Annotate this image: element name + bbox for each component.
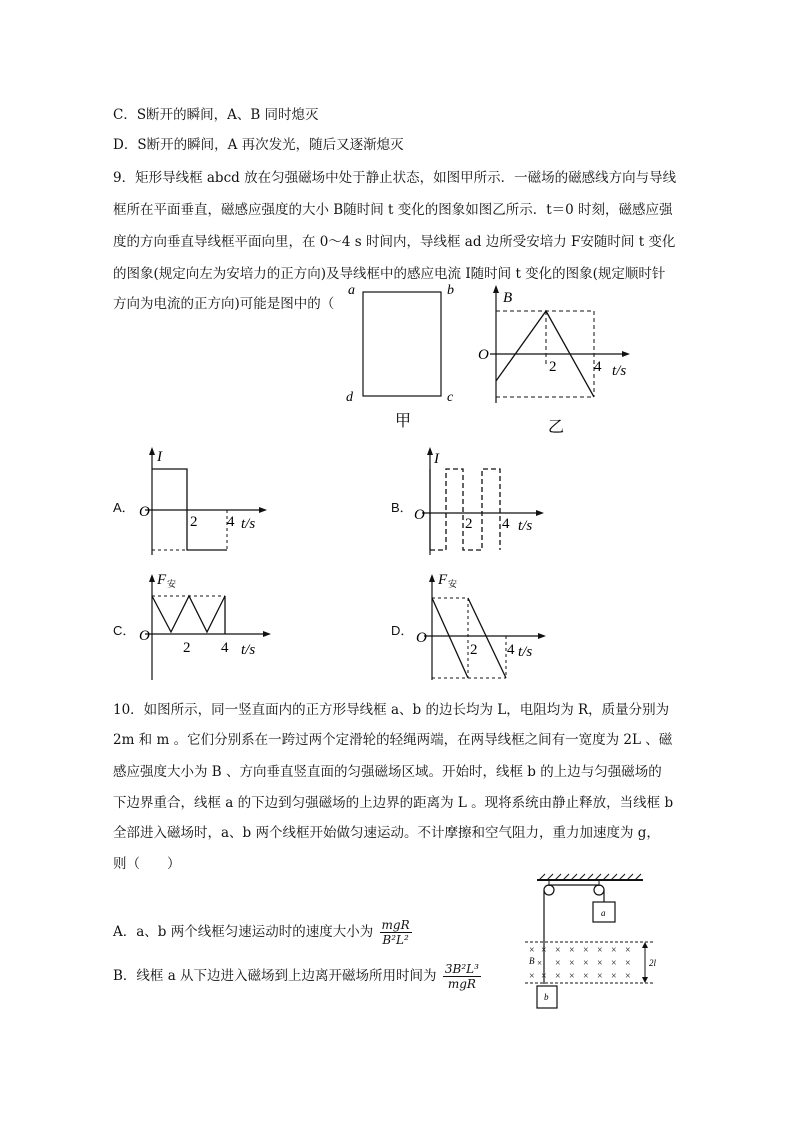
label-b: b [447, 283, 454, 298]
q9-line4: 的图象(规定向左为安培力的正方向)及导线框中的感应电流 I随时间 t 变化的图象(规定顺时针 [113, 266, 666, 282]
option-d-q8: D．S断开的瞬间，A 再次发光，随后又逐渐熄灭 [113, 137, 404, 153]
ylabel: F [157, 572, 167, 588]
q9-line2: 框所在平面垂直，磁感应强度的大小 B随时间 t 变化的图象如图乙所示．t＝0 时刻，磁感应强 [113, 202, 673, 218]
q10-option-b [113, 962, 481, 991]
q10-option-a-fraction [380, 918, 412, 947]
box-b-label: b [544, 992, 549, 1002]
xlabel: t/s [518, 518, 533, 534]
tick-2: 2 [465, 516, 473, 532]
origin-label: O [478, 347, 489, 363]
option-d-label: D． [391, 623, 414, 638]
xlabel: t/s [241, 642, 256, 658]
svg-text:×: × [569, 945, 575, 956]
svg-text:×: × [537, 958, 543, 968]
svg-text:×: × [583, 958, 589, 969]
tick-4: 4 [502, 516, 510, 532]
tick-2: 2 [470, 642, 478, 658]
tick-4: 4 [221, 640, 229, 656]
option-d-graph [410, 568, 560, 688]
origin: O [414, 507, 425, 523]
tick-4: 4 [594, 359, 602, 375]
ylabel-sub: 安 [448, 579, 458, 589]
xlabel: t/s [518, 644, 533, 660]
svg-text:×: × [555, 958, 561, 969]
q10-option-a [113, 918, 412, 947]
caption-jia: 甲 [395, 413, 412, 430]
tick-4: 4 [227, 514, 235, 530]
caption-yi: 乙 [548, 419, 565, 436]
figure-yi [470, 285, 650, 435]
option-c-label: C． [113, 623, 136, 638]
svg-text:×: × [583, 971, 589, 982]
ylabel: I [434, 451, 439, 467]
option-c-graph [135, 568, 285, 688]
svg-text:×: × [625, 945, 631, 956]
svg-text:×: × [625, 971, 631, 982]
svg-text:×: × [529, 971, 535, 982]
svg-text:×: × [569, 971, 575, 982]
ylabel: I [157, 449, 162, 465]
option-b-graph [410, 445, 560, 565]
tick-2: 2 [549, 359, 557, 375]
q10-line6: 则（ ） [113, 856, 181, 872]
svg-text:×: × [597, 971, 603, 982]
option-b-label: B． [391, 500, 413, 515]
width-label: 2l [649, 958, 657, 968]
svg-text:×: × [611, 971, 617, 982]
svg-text:×: × [597, 958, 603, 969]
frac-num: 3B²L³ [444, 962, 479, 976]
origin: O [416, 630, 427, 646]
ylabel-sub: 安 [167, 579, 177, 589]
q9-line3: 度的方向垂直导线框平面向里，在 0～4 s 时间内，导线框 ad 边所受安培力 F安随时间 t 变化 [113, 234, 676, 250]
svg-text:×: × [583, 945, 589, 956]
option-c-q8: C．S断开的瞬间，A、B 同时熄灭 [113, 107, 319, 123]
q10-option-a-text: A．a、b 两个线框匀速运动时的速度大小为 [113, 924, 374, 940]
svg-text:×: × [541, 945, 547, 956]
svg-text:×: × [611, 958, 617, 969]
option-a-graph [135, 445, 285, 565]
q9-line5: 方向为电流的正方向)可能是图中的（ [113, 296, 335, 312]
origin: O [139, 628, 150, 644]
figure-q10 [515, 872, 665, 1017]
q10-option-b-fraction [443, 962, 481, 991]
axis-b-label: B [503, 290, 513, 306]
q10-line3: 感应强度大小为 B 、方向垂直竖直面的匀强磁场区域。开始时，线框 b 的上边与匀强磁场的 [113, 764, 662, 780]
ylabel: F [438, 572, 448, 588]
field-b-label: B [529, 956, 535, 966]
q9-line1: 9．矩形导线框 abcd 放在匀强磁场中处于静止状态，如图甲所示．一磁场的磁感线方向与导线 [113, 170, 677, 186]
svg-text:×: × [529, 945, 535, 956]
frac-den: mgR [447, 977, 476, 991]
option-a-label: A． [113, 500, 135, 515]
svg-text:×: × [625, 958, 631, 969]
svg-text:×: × [555, 945, 561, 956]
q10-line2: 2m 和 m 。它们分别系在一跨过两个定滑轮的轻绳两端，在两导线框之间有一宽度为 2L 、磁 [113, 732, 673, 748]
xlabel: t/s [241, 516, 256, 532]
tick-2: 2 [190, 514, 198, 530]
label-d: d [346, 390, 353, 405]
svg-text:×: × [541, 971, 547, 982]
q10-line1: 10．如图所示，同一竖直面内的正方形导线框 a、b 的边长均为 L，电阻均为 R，质量分别为 [113, 702, 670, 718]
q10-line5: 全部进入磁场时，a、b 两个线框开始做匀速运动。不计摩擦和空气阻力，重力加速度为 g， [113, 825, 660, 841]
label-a: a [348, 283, 355, 298]
q10-line4: 下边界重合，线框 a 的下边到匀强磁场的上边界的距离为 L 。现将系统由静止释放，当线框 b [113, 795, 674, 811]
svg-text:×: × [611, 945, 617, 956]
origin: O [139, 504, 150, 520]
frac-num: mgR [381, 918, 410, 932]
figure-jia [340, 280, 470, 430]
xlabel: t/s [612, 363, 627, 379]
box-a-label: a [601, 908, 606, 918]
svg-text:×: × [597, 945, 603, 956]
svg-text:×: × [569, 958, 575, 969]
label-c: c [447, 390, 454, 405]
svg-text:×: × [555, 971, 561, 982]
tick-2: 2 [183, 640, 191, 656]
frac-den: B²L² [382, 933, 409, 947]
q10-option-b-text: B．线框 a 从下边进入磁场到上边离开磁场所用时间为 [113, 968, 437, 984]
tick-4: 4 [507, 642, 515, 658]
